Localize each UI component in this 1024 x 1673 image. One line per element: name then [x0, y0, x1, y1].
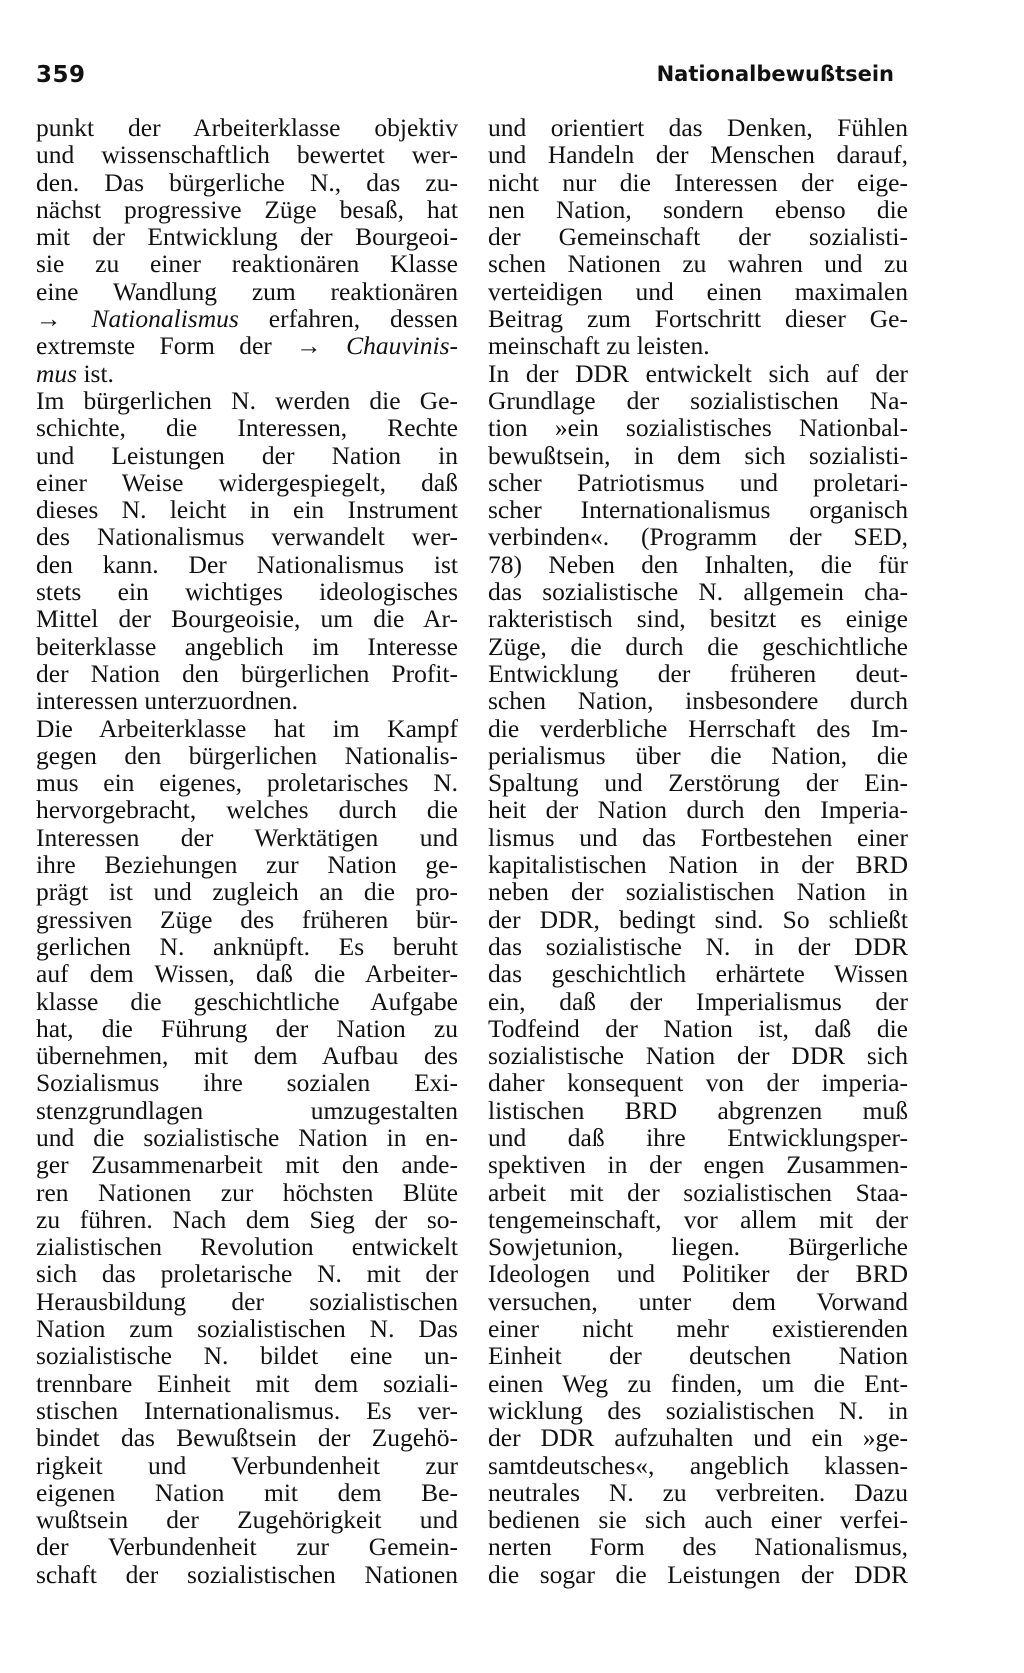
page-number: 359 [36, 62, 86, 88]
text-line: scher Internationalismus organisch [488, 495, 908, 525]
text-line: spektiven in der engen Zusammen- [488, 1150, 908, 1180]
text-line: rigkeit und Verbundenheit zur [36, 1450, 458, 1480]
text-line: meinschaft zu leisten. [488, 331, 710, 361]
text-line: und die sozialistische Nation in en- [36, 1122, 458, 1152]
cross-reference: Nationalismus [91, 304, 239, 334]
text-line: punkt der Arbeiterklasse objektiv [36, 113, 458, 142]
text-line: kapitalistischen Nation in der BRD [488, 850, 908, 880]
text-line: listischen BRD abgrenzen muß [488, 1095, 908, 1125]
text-line: einer nicht mehr existierenden [488, 1314, 908, 1344]
text-line: heit der Nation durch den Imperia- [488, 795, 908, 825]
left-column [36, 114, 458, 1588]
text-line: die verderbliche Herrschaft des Im- [488, 713, 908, 743]
text-line: bewußtsein, in dem sich sozialisti- [488, 440, 908, 470]
text-line: schichte, die Interessen, Rechte [36, 413, 458, 443]
text-line: der DDR aufzuhalten und ein »ge- [488, 1423, 908, 1453]
text-line: Herausbildung der sozialistischen [36, 1286, 458, 1316]
text-line: der DDR, bedingt sind. So schließt [488, 904, 908, 934]
text-line: sie zu einer reaktionären Klasse [36, 249, 458, 279]
text-line: schaft der sozialistischen Nationen [36, 1559, 458, 1589]
text-line: scher Patriotismus und proletari- [488, 467, 908, 497]
text-line: das geschichtlich erhärtete Wissen [488, 959, 908, 989]
text-line: trennbare Einheit mit dem soziali- [36, 1368, 458, 1398]
text-line: ren Nationen zur höchsten Blüte [36, 1177, 458, 1207]
text-line: der Gemeinschaft der sozialisti- [488, 222, 908, 252]
text-line: und Handeln der Menschen darauf, [488, 140, 908, 170]
text-line: der Verbundenheit zur Gemein- [36, 1532, 458, 1562]
text-line: ein, daß der Imperialismus der [488, 986, 908, 1016]
text-line: ger Zusammenarbeit mit den ande- [36, 1150, 458, 1180]
text-line: Todfeind der Nation ist, daß die [488, 1013, 908, 1043]
text-line: Nation zum sozialistischen N. Das [36, 1314, 458, 1344]
text-line: arbeit mit der sozialistischen Staa- [488, 1177, 908, 1207]
text-line: tengemeinschaft, vor allem mit der [488, 1204, 908, 1234]
text-line: und wissenschaftlich bewertet wer- [36, 140, 458, 170]
text-line: rakteristisch sind, besitzt es einige [488, 604, 908, 634]
text-line: verteidigen und einen maximalen [488, 276, 908, 306]
text-line: und orientiert das Denken, Fühlen [488, 113, 908, 142]
text-line: sozialistische Nation der DDR sich [488, 1041, 908, 1071]
text-line: Einheit der deutschen Nation [488, 1341, 908, 1371]
text-line: stenzgrundlagen umzugestalten [36, 1095, 458, 1125]
text-line: wicklung des sozialistischen N. in [488, 1395, 908, 1425]
text-line: der Nation den bürgerlichen Profit- [36, 658, 458, 688]
text-line: wußtsein der Zugehörigkeit und [36, 1505, 458, 1535]
text-line: übernehmen, mit dem Aufbau des [36, 1041, 458, 1071]
text-line: schen Nation, insbesondere durch [488, 686, 908, 716]
text-line: Sowjetunion, liegen. Bürgerliche [488, 1232, 908, 1262]
text-line: auf dem Wissen, daß die Arbeiter- [36, 959, 458, 989]
text-line: einen Weg zu finden, um die Ent- [488, 1368, 908, 1398]
text-line: zialistischen Revolution entwickelt [36, 1232, 458, 1262]
text-line: extremste Form der → Chauvinis- [36, 331, 458, 361]
text-line: eine Wandlung zum reaktionären [36, 276, 458, 306]
text-line: nächst progressive Züge besaß, hat [36, 194, 458, 224]
cross-reference: mus [36, 358, 78, 388]
text-line: den. Das bürgerliche N., das zu- [36, 167, 458, 197]
text-line: hervorgebracht, welches durch die [36, 795, 458, 825]
text-line: und daß ihre Entwicklungsper- [488, 1122, 908, 1152]
text-line: daher konsequent von der imperia- [488, 1068, 908, 1098]
cross-reference: Chauvinis- [346, 331, 458, 361]
text-line: hat, die Führung der Nation zu [36, 1013, 458, 1043]
right-column [488, 114, 908, 1588]
text-line: lismus und das Fortbestehen einer [488, 822, 908, 852]
text-line: In der DDR entwickelt sich auf der [488, 358, 908, 388]
text-line: nerten Form des Nationalismus, [488, 1532, 908, 1562]
text-line: Mittel der Bourgeoisie, um die Ar- [36, 604, 458, 634]
text-line: ihre Beziehungen zur Nation ge- [36, 850, 458, 880]
text-line: samtdeutsches«, angeblich klassen- [488, 1450, 908, 1480]
text-line: Interessen der Werktätigen und [36, 822, 458, 852]
text-line: beiterklasse angeblich im Interesse [36, 631, 458, 661]
text-line: perialismus über die Nation, die [488, 740, 908, 770]
running-head: Nationalbewußtsein [656, 62, 894, 86]
text-line: Spaltung und Zerstörung der Ein- [488, 768, 908, 798]
text-line: → Nationalismus erfahren, dessen [36, 304, 459, 334]
text-line: schen Nationen zu wahren und zu [488, 249, 908, 279]
text-line: versuchen, unter dem Vorwand [488, 1286, 908, 1316]
text-line: mit der Entwicklung der Bourgeoi- [36, 222, 458, 252]
text-line: 78) Neben den Inhalten, die für [488, 549, 908, 579]
text-line: Im bürgerlichen N. werden die Ge- [36, 385, 458, 415]
text-line: gressiven Züge des früheren bür- [36, 904, 458, 934]
text-line: mus ein eigenes, proletarisches N. [36, 768, 458, 798]
text-line: verbinden«. (Programm der SED, [488, 522, 908, 552]
text-line: eigenen Nation mit dem Be- [36, 1477, 458, 1507]
text-line: Sozialismus ihre sozialen Exi- [36, 1068, 458, 1098]
text-line: gegen den bürgerlichen Nationalis- [36, 740, 458, 770]
text-line: sozialistische N. bildet eine un- [36, 1341, 458, 1371]
text-line: das sozialistische N. allgemein cha- [488, 577, 908, 607]
text-line: nen Nation, sondern ebenso die [488, 194, 908, 224]
text-line: Die Arbeiterklasse hat im Kampf [36, 713, 458, 743]
text-line: neutrales N. zu verbreiten. Dazu [488, 1477, 908, 1507]
text-line: Entwicklung der früheren deut- [488, 658, 908, 688]
text-line: stischen Internationalismus. Es ver- [36, 1395, 458, 1425]
text-line: die sogar die Leistungen der DDR [488, 1559, 908, 1589]
text-line: des Nationalismus verwandelt wer- [36, 522, 458, 552]
text-line: Grundlage der sozialistischen Na- [488, 385, 908, 415]
text-line: neben der sozialistischen Nation in [488, 877, 908, 907]
text-line: gerlichen N. anknüpft. Es beruht [36, 931, 458, 961]
text-line: einer Weise widergespiegelt, daß [36, 467, 458, 497]
text-line: und Leistungen der Nation in [36, 440, 458, 470]
text-line: bedienen sie sich auch einer verfei- [488, 1505, 908, 1535]
text-line: stets ein wichtiges ideologisches [36, 577, 458, 607]
text-line: sich das proletarische N. mit der [36, 1259, 458, 1289]
text-line: Züge, die durch die geschichtliche [488, 631, 908, 661]
text-line: das sozialistische N. in der DDR [488, 931, 908, 961]
text-line: bindet das Bewußtsein der Zugehö- [36, 1423, 458, 1453]
text-line: nicht nur die Interessen der eige- [488, 167, 908, 197]
text-line: klasse die geschichtliche Aufgabe [36, 986, 458, 1016]
text-line: Beitrag zum Fortschritt dieser Ge- [488, 304, 908, 334]
text-line: zu führen. Nach dem Sieg der so- [36, 1204, 458, 1234]
text-line: interessen unterzuordnen. [36, 686, 298, 716]
text-line: mus ist. [36, 358, 114, 388]
text-line: prägt ist und zugleich an die pro- [36, 877, 458, 907]
text-line: Ideologen und Politiker der BRD [488, 1259, 908, 1289]
text-line: dieses N. leicht in ein Instrument [36, 495, 458, 525]
text-line: den kann. Der Nationalismus ist [36, 549, 458, 579]
text-line: tion »ein sozialistisches Nationbal- [488, 413, 908, 443]
